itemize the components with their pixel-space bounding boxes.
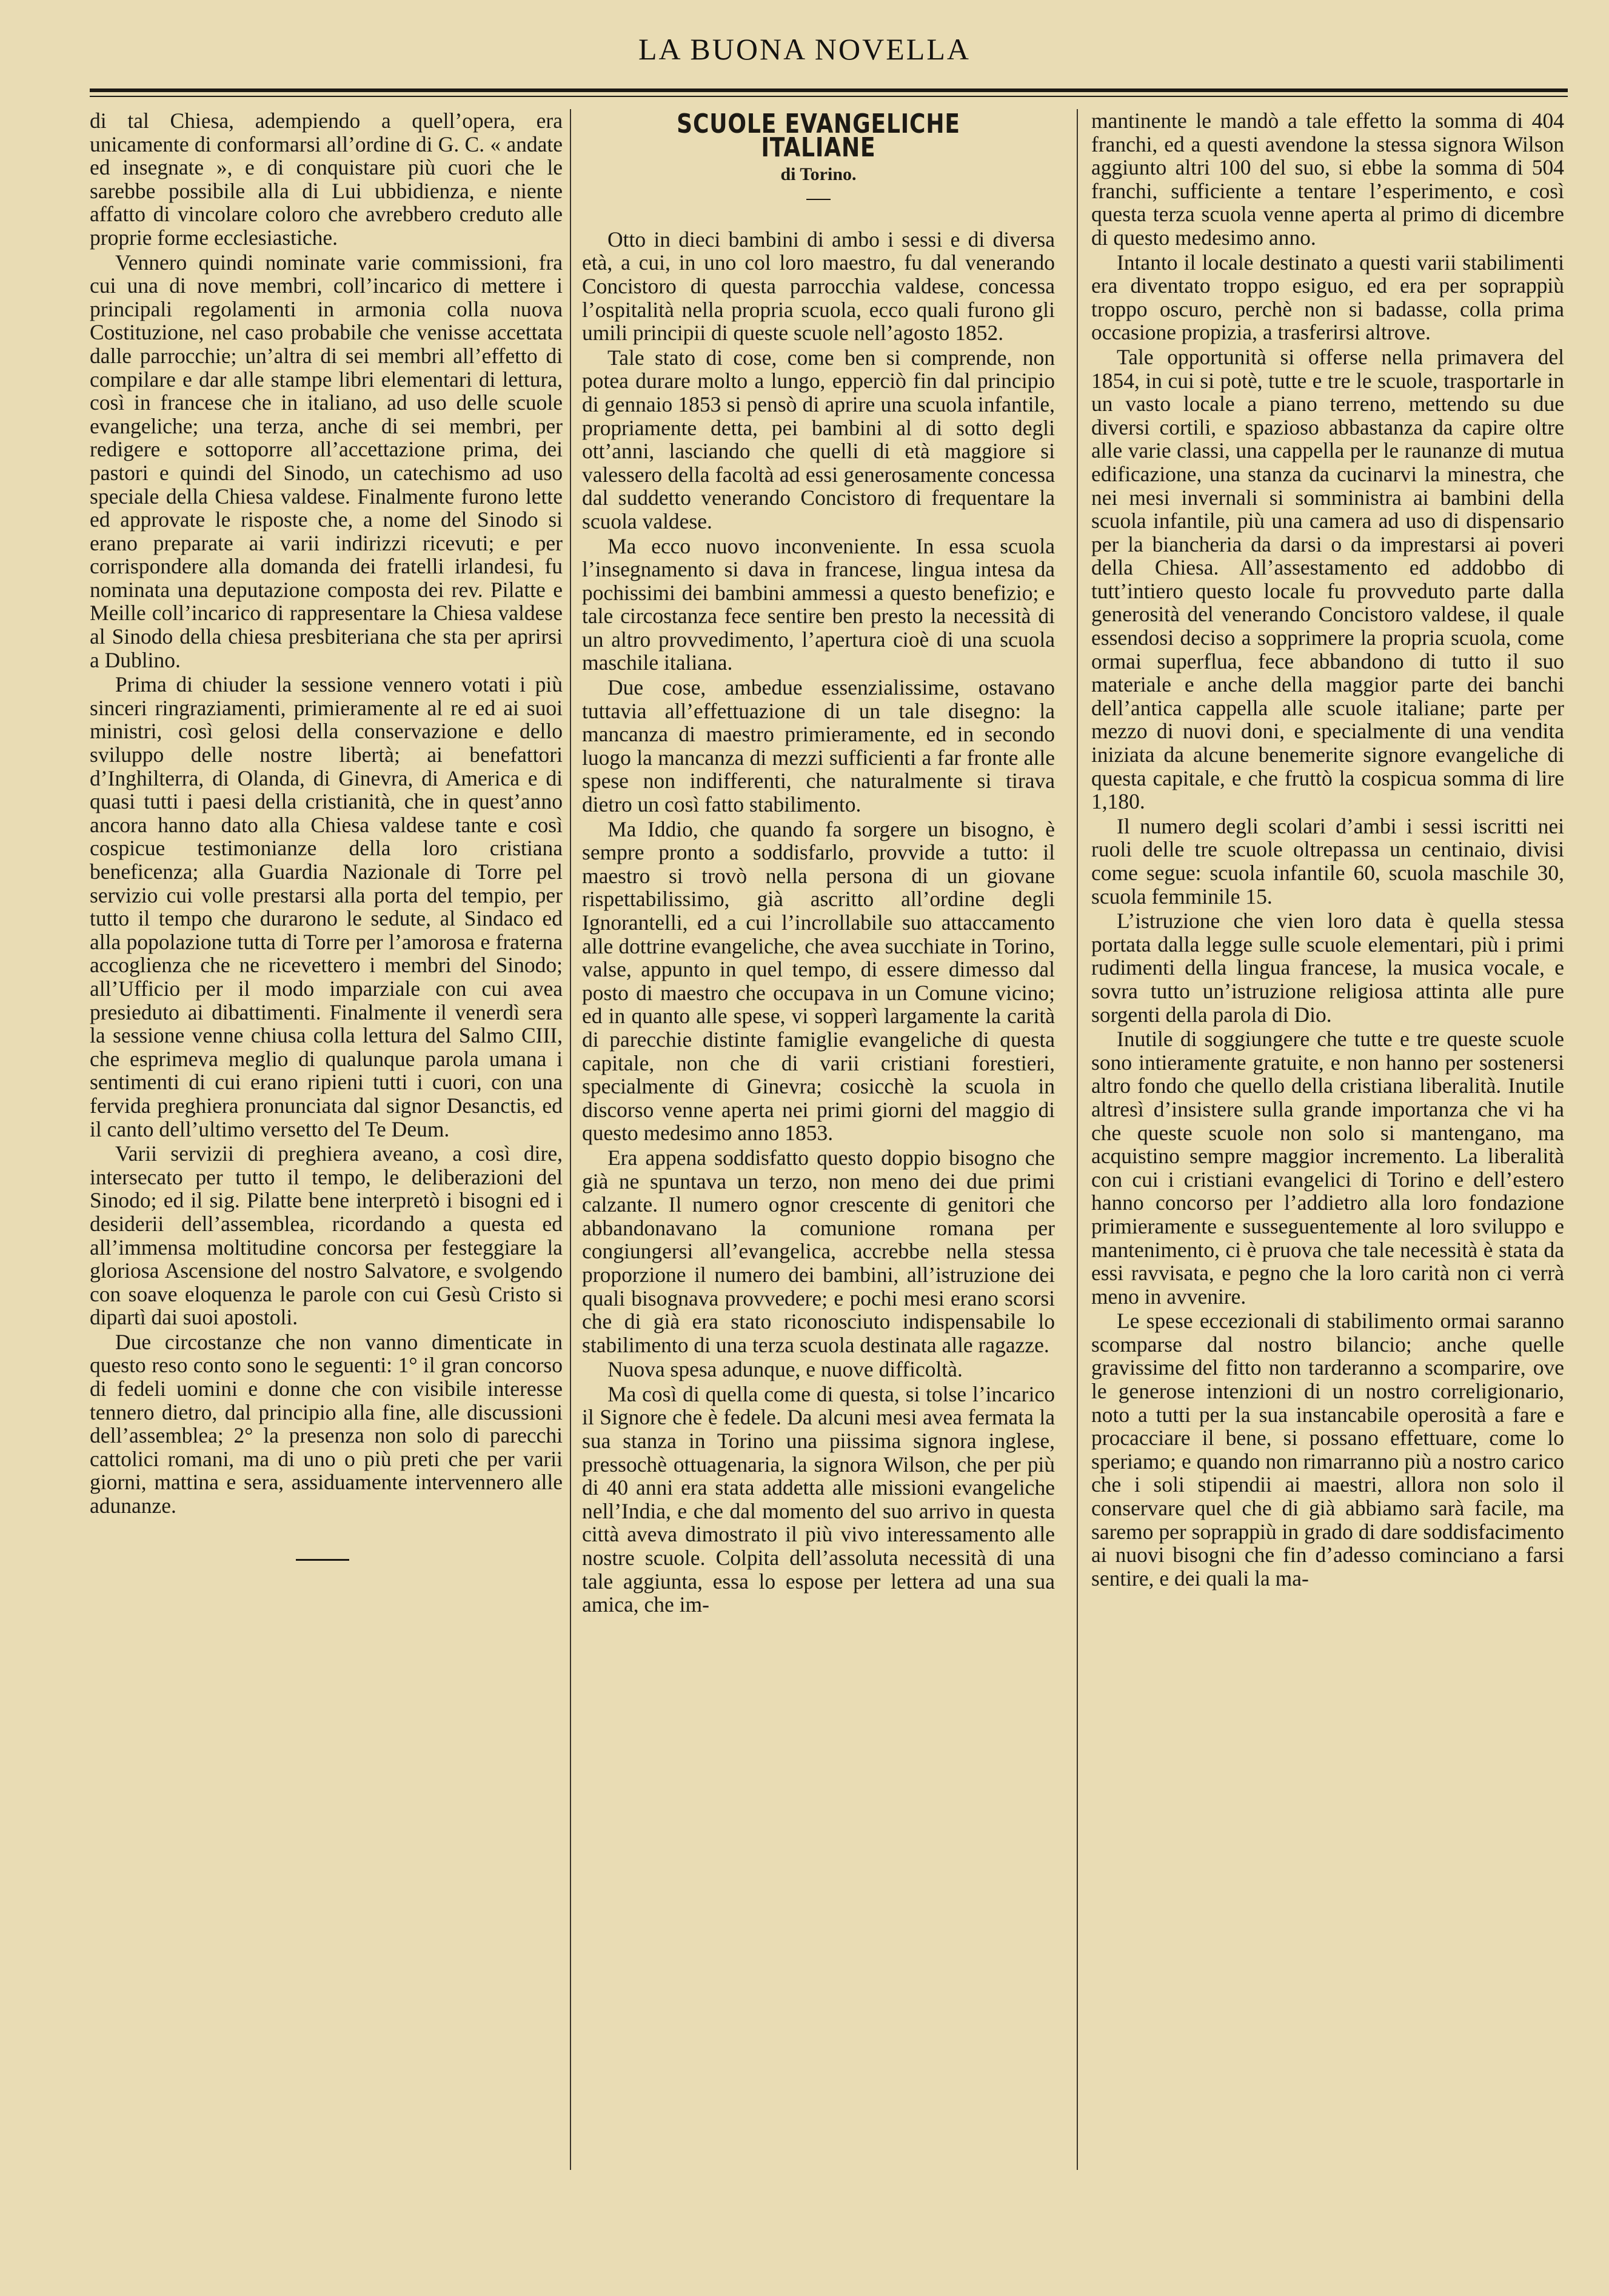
- paragraph: Intanto il locale destinato a questi varii stabilimenti era diventato troppo esiguo, ed era per soprappiù troppo oscuro, perchè non si badasse, colla prima occasione propizia, a trasferirsi altrove.: [1091, 250, 1564, 345]
- paragraph: Tale opportunità si offerse nella primavera del 1854, in cui si potè, tutte e tre le scuole, trasportarle in un vasto locale a piano terreno, mettendo su due diversi cortili, e spazioso abbastanza da capire oltre alle varie classi, una cappella per le raunanze di mutua edificazione, una stanza da cucinarvi la minestra, che nei mesi invernali si somministra ai bambini della scuola infantile, più una camera ad uso di dispensario per la biancheria da darsi o da imprestarsi ai poveri della Chiesa. All’assestamento ed addobbo di tutt’intiero questo locale fu provveduto parte dalla generosità del venerando Concistoro valdese, il quale essendosi deciso a sopprimere la propria scuola, come ormai superflua, fece abbandono di tutto il suo materiale e anche della maggior parte dei banchi dell’antica cappella alle scuole italiane; parte per mezzo di nuovi doni, e specialmente di una vendita iniziata da alcune benemerite signore evangeliche di questa capitale, e che fruttò la cospicua somma di lire 1,180.: [1091, 344, 1564, 814]
- title-dash: [806, 199, 831, 200]
- column-left: [90, 109, 563, 1561]
- column-middle: [582, 108, 1055, 1618]
- paragraph: Otto in dieci bambini di ambo i sessi e di diversa età, a cui, in uno col loro maestro, fu dal venerando Concistoro di questa parrocchia valdese, concessa l’ospitalità nella propria scuola, ecco quali furono gli umili principii di queste scuole nell’agosto 1852.: [582, 227, 1055, 345]
- paragraph: Ma ecco nuovo inconveniente. In essa scuola l’insegnamento si dava in francese, lingua intesa da pochissimi dei bambini ammessi a questo benefizio; e tale circostanza fece sentire ben presto la necessità di un altro provvedimento, l’apertura cioè di una scuola maschile italiana.: [582, 533, 1055, 675]
- masthead: LA BUONA NOVELLA: [638, 32, 971, 66]
- paragraph: Era appena soddisfatto questo doppio bisogno che già ne spuntava un terzo, non meno dei due primi calzante. Il numero ognor crescente di genitori che abbandonavano la comunione romana per congiungersi all’evangelica, accrebbe nella stessa proporzione il numero dei bambini, all’istruzione dei quali bisognava provvedere; e pochi mesi erano scorsi che di già era stato riconosciuto indispensabile lo stabilimento di una terza scuola destinata alle ragazze.: [582, 1145, 1055, 1357]
- paragraph: Due circostanze che non vanno dimenticate in questo reso conto sono le seguenti: 1° il gran concorso di fedeli uomini e donne che con visibile interesse tennero dietro, dal principio alla fine, alle discussioni dell’assemblea; 2° la presenza non solo di parecchi cattolici romani, ma di uno o più preti che per varii giorni, mattina e sera, assiduamente intervennero alle adunanze.: [90, 1329, 563, 1518]
- column-divider-left: [570, 109, 571, 2170]
- article-title: SCUOLE EVANGELICHE ITALIANE: [677, 108, 960, 163]
- paragraph: Ma così di quella come di questa, si tolse l’incarico il Signore che è fedele. Da alcuni mesi avea fermata la sua stanza in Torino una piissima signora inglese, pressochè ottuagenaria, la signora Wilson, che per più di 40 anni era stata addetta alle missioni evangeliche nell’India, e che dal momento del suo arrivo in questa città aveva dimostrato il più vivo interessamento alle nostre scuole. Colpita dell’assoluta necessità di una tale aggiunta, essa lo espose per lettera ad una sua amica, che im-: [582, 1381, 1055, 1617]
- paragraph: Due cose, ambedue essenzialissime, ostavano tuttavia all’effettuazione di un tale disegno: la mancanza di maestro primieramente, ed in secondo luogo la mancanza di mezzi sufficienti a far fronte alle spese non indifferenti, che naturalmente si tirava dietro un così fatto stabilimento.: [582, 675, 1055, 817]
- header-rule-thin: [90, 96, 1568, 97]
- header-rule-thick: [90, 88, 1568, 92]
- article-end-rule: [296, 1559, 349, 1561]
- article-subtitle: di Torino.: [780, 164, 857, 185]
- paragraph: Varii servizii di preghiera aveano, a così dire, intersecato per tutto il tempo, le deliberazioni del Sinodo; ed il sig. Pilatte bene interpretò i bisogni ed i desiderii dell’assemblea, ricordando a questa ed all’immensa moltitudine concorsa per festeggiare la gloriosa Ascensione del nostro Salvatore, e svolgendo con soave eloquenza le parole con cui Gesù Cristo si dipartì dai suoi apostoli.: [90, 1141, 563, 1330]
- paragraph: mantinente le mandò a tale effetto la somma di 404 franchi, ed a questi avendone la stessa signora Wilson aggiunto altri 100 del suo, si ebbe la somma di 504 franchi, sufficiente a tentare l’esperimento, e così questa terza scuola venne aperta al primo di dicembre di questo medesimo anno.: [1091, 108, 1564, 250]
- paragraph: Inutile di soggiungere che tutte e tre queste scuole sono intieramente gratuite, e non hanno per sostenersi altro fondo che quello della cristiana liberalità. Inutile altresì d’insistere sulla grande importanza che vi ha che queste scuole non solo si mantengano, ma acquistino sempre maggior incremento. La liberalità con cui i cristiani evangelici di Torino e dell’estero hanno concorso per l’addietro alla loro fondazione primieramente e susseguentemente al loro sviluppo e mantenimento, ci è pruova che tale necessità è stata da essi ravvisata, e pegno che la loro carità non ci verrà meno in avvenire.: [1091, 1027, 1564, 1309]
- column-divider-right: [1077, 109, 1078, 2170]
- paragraph: Ma Iddio, che quando fa sorgere un bisogno, è sempre pronto a soddisfarlo, provvide a tutto: il maestro si trovò nella persona di un giovane rispettabilissimo, già ascritto all’ordine degli Ignorantelli, ed a cui l’incrollabile suo attaccamento alle dottrine evangeliche, che avea succhiate in Torino, valse, appunto in quel tempo, di essere dimesso dal posto di maestro che occupava in un Comune vicino; ed in quanto alle spese, vi sopperì largamente la carità di parecchie distinte famiglie evangeliche di questa capitale, non che di varii cristiani forestieri, specialmente di Ginevra; cosicchè la scuola in discorso venne aperta nei primi giorni del maggio di questo medesimo anno 1853.: [582, 816, 1055, 1146]
- paragraph: Vennero quindi nominate varie commissioni, fra cui una di nove membri, coll’incarico di mettere i principali regolamenti in armonia colla nuova Costituzione, nel caso probabile che venisse accettata dalle parrocchie; un’altra di sei membri all’effetto di compilare e dar alle stampe libri elementari di lettura, così in francese che in italiano, ad uso delle scuole evangeliche; una terza, anche di sei membri, per redigere e sottoporre all’accettazione prima, dei pastori e quindi del Sinodo, un catechismo ad uso speciale della Chiesa valdese. Finalmente furono lette ed approvate le risposte che, a nome del Sinodo si erano preparate ai varii indirizzi ricevuti; e per corrispondere alla domanda dei fratelli irlandesi, fu nominata una deputazione composta dei rev. Pilatte e Meille coll’incarico di rappresentare la Chiesa valdese al Sinodo della chiesa presbiteriana che sta per aprirsi a Dublino.: [90, 250, 563, 672]
- paragraph: L’istruzione che vien loro data è quella stessa portata dalla legge sulle scuole elementari, più i primi rudimenti della lingua francese, la musica vocale, e sovra tutto un’istruzione religiosa attinta alle pure sorgenti della parola di Dio.: [1091, 909, 1564, 1027]
- paragraph: Prima di chiuder la sessione vennero votati i più sinceri ringraziamenti, primieramente al re ed ai suoi ministri, così gelosi della conservazione e dello sviluppo delle nostre libertà; ai benefattori d’Inghilterra, di Olanda, di Ginevra, di America e di quasi tutti i paesi della cristianità, che in quest’anno ancora hanno dato alla Chiesa valdese tante e così cospicue testimonianze della loro cristiana beneficenza; alla Guardia Nazionale di Torre pel servizio cui volle prestarsi alla porta del tempio, per tutto il tempo che durarono le sedute, al Sindaco ed alla popolazione tutta di Torre per l’amorosa e fraterna accoglienza che ne ricevettero i membri del Sinodo; all’Ufficio per il modo imparziale con cui avea presieduto ai dibattimenti. Finalmente il venerdì sera la sessione venne chiusa colla lettura del Salmo CIII, che esprimeva meglio di qualunque parola umana i sentimenti di cui erano ripieni tutti i cuori, con una fervida preghiera pronunciata dal signor Desanctis, ed il canto dell’ultimo versetto del Te Deum.: [90, 672, 563, 1141]
- paragraph: Il numero degli scolari d’ambi i sessi iscritti nei ruoli delle tre scuole oltrepassa un centinaio, divisi come segue: scuola infantile 60, scuola maschile 30, scuola femminile 15.: [1091, 813, 1564, 909]
- paragraph: Tale stato di cose, come ben si comprende, non potea durare molto a lungo, epperciò fin dal principio di gennaio 1853 si pensò di aprire una scuola infantile, propriamente detta, pei bambini al di sotto degli ott’anni, lasciando che quelli di età maggiore si valessero della facoltà ad essi generosamente concessa dal suddetto venerando Concistoro di frequentare la scuola valdese.: [582, 345, 1055, 533]
- paragraph: di tal Chiesa, adempiendo a quell’opera, era unicamente di conformarsi all’ordine di G. C. « andate ed insegnate », e di conquistare più cuori che le sarebbe possibile alla di Lui ubbidienza, e niente affatto di vincolare coloro che avrebbero creduto alle proprie forme ecclesiastiche.: [90, 108, 563, 250]
- paragraph: Le spese eccezionali di stabilimento ormai saranno scomparse dal nostro bilancio; anche quelle gravissime del fitto non tarderanno a scomparire, ove le generose intenzioni di un nostro correligionario, noto a tutti per la sua instancabile operosità a fare e procacciare il bene, si possano effettuare, come lo speriamo; e quando non rimarranno più a nostro carico che i soli stipendii ai maestri, allora non solo il conservare quel che di già abbiamo sarà facile, ma saremo per soprappiù in grado di dare soddisfacimento ai nuovi bisogni che fin d’adesso cominciano a farsi sentire, e dei quali la ma-: [1091, 1309, 1564, 1590]
- paragraph: Nuova spesa adunque, e nuove difficoltà.: [607, 1357, 963, 1382]
- column-right: [1091, 109, 1564, 1591]
